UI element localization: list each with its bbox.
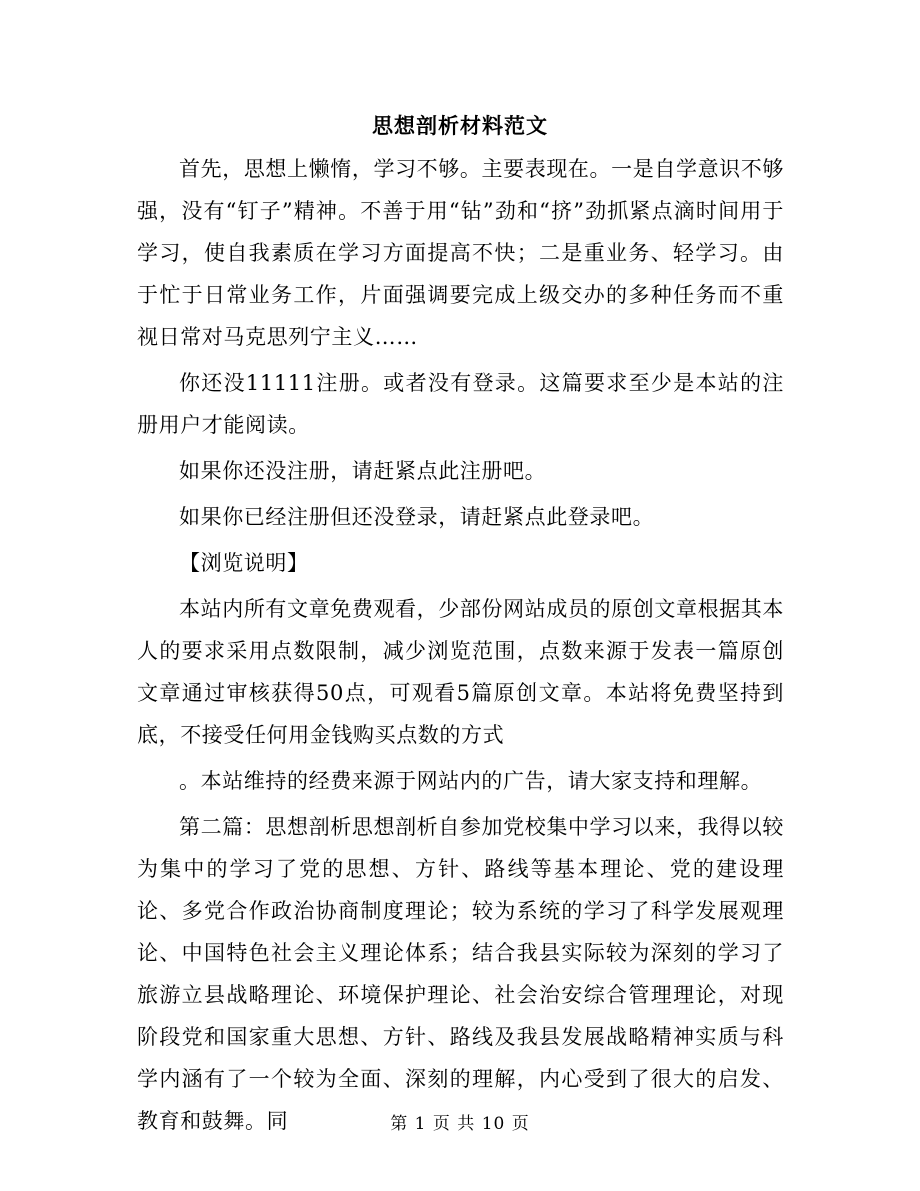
paragraph-8: 第二篇：思想剖析思想剖析自参加党校集中学习以来，我得以较为集中的学习了党的思想、方针、路线等基本理论、党的建设理论、多党合作政治协商制度理论；较为系统的学习了科学发展观理论、中国特色社会主义理论体系；结合我县实际较为深刻的学习了旅游立县战略理论、环境保护理论、社会治安综合管理理论，对现阶段党和国家重大思想、方针、路线及我县发展战略精神实质与科学内涵有了一个较为全面、深刻的理解，内心受到了很大的启发、教育和鼓舞。同: [137, 815, 784, 1133]
paragraph-4: 如果你已经注册但还没登录，请赶紧点此登录吧。: [179, 505, 655, 529]
paragraph-5: 【浏览说明】: [179, 551, 309, 575]
paragraph-2: 你还没11111注册。或者没有登录。这篇要求至少是本站的注册用户才能阅读。: [137, 371, 784, 437]
paragraph-7: 。本站维持的经费来源于网站内的广告，请大家支持和理解。: [179, 769, 763, 793]
paragraph-6: 本站内所有文章免费观看，少部份网站成员的原创文章根据其本人的要求采用点数限制，减少浏览范围，点数来源于发表一篇原创文章通过审核获得50点，可观看5篇原创文章。本站将免费坚持到底，不接受任何用金钱购买点数的方式: [137, 597, 784, 747]
paragraph-1: 首先，思想上懒惰，学习不够。主要表现在。一是自学意识不够强，没有“钉子”精神。不善于用“钻”劲和“挤”劲抓紧点滴时间用于学习，使自我素质在学习方面提高不快；二是重业务、轻学习。由于忙于日常业务工作，片面强调要完成上级交办的多种任务而不重视日常对马克思列宁主义……: [137, 157, 784, 349]
document-body: [137, 148, 784, 1142]
page-number-footer: 第 1 页 共 10 页: [390, 1114, 530, 1134]
document-title: 思想剖析材料范文: [372, 113, 548, 138]
paragraph-3: 如果你还没注册，请赶紧点此注册吧。: [179, 459, 547, 483]
